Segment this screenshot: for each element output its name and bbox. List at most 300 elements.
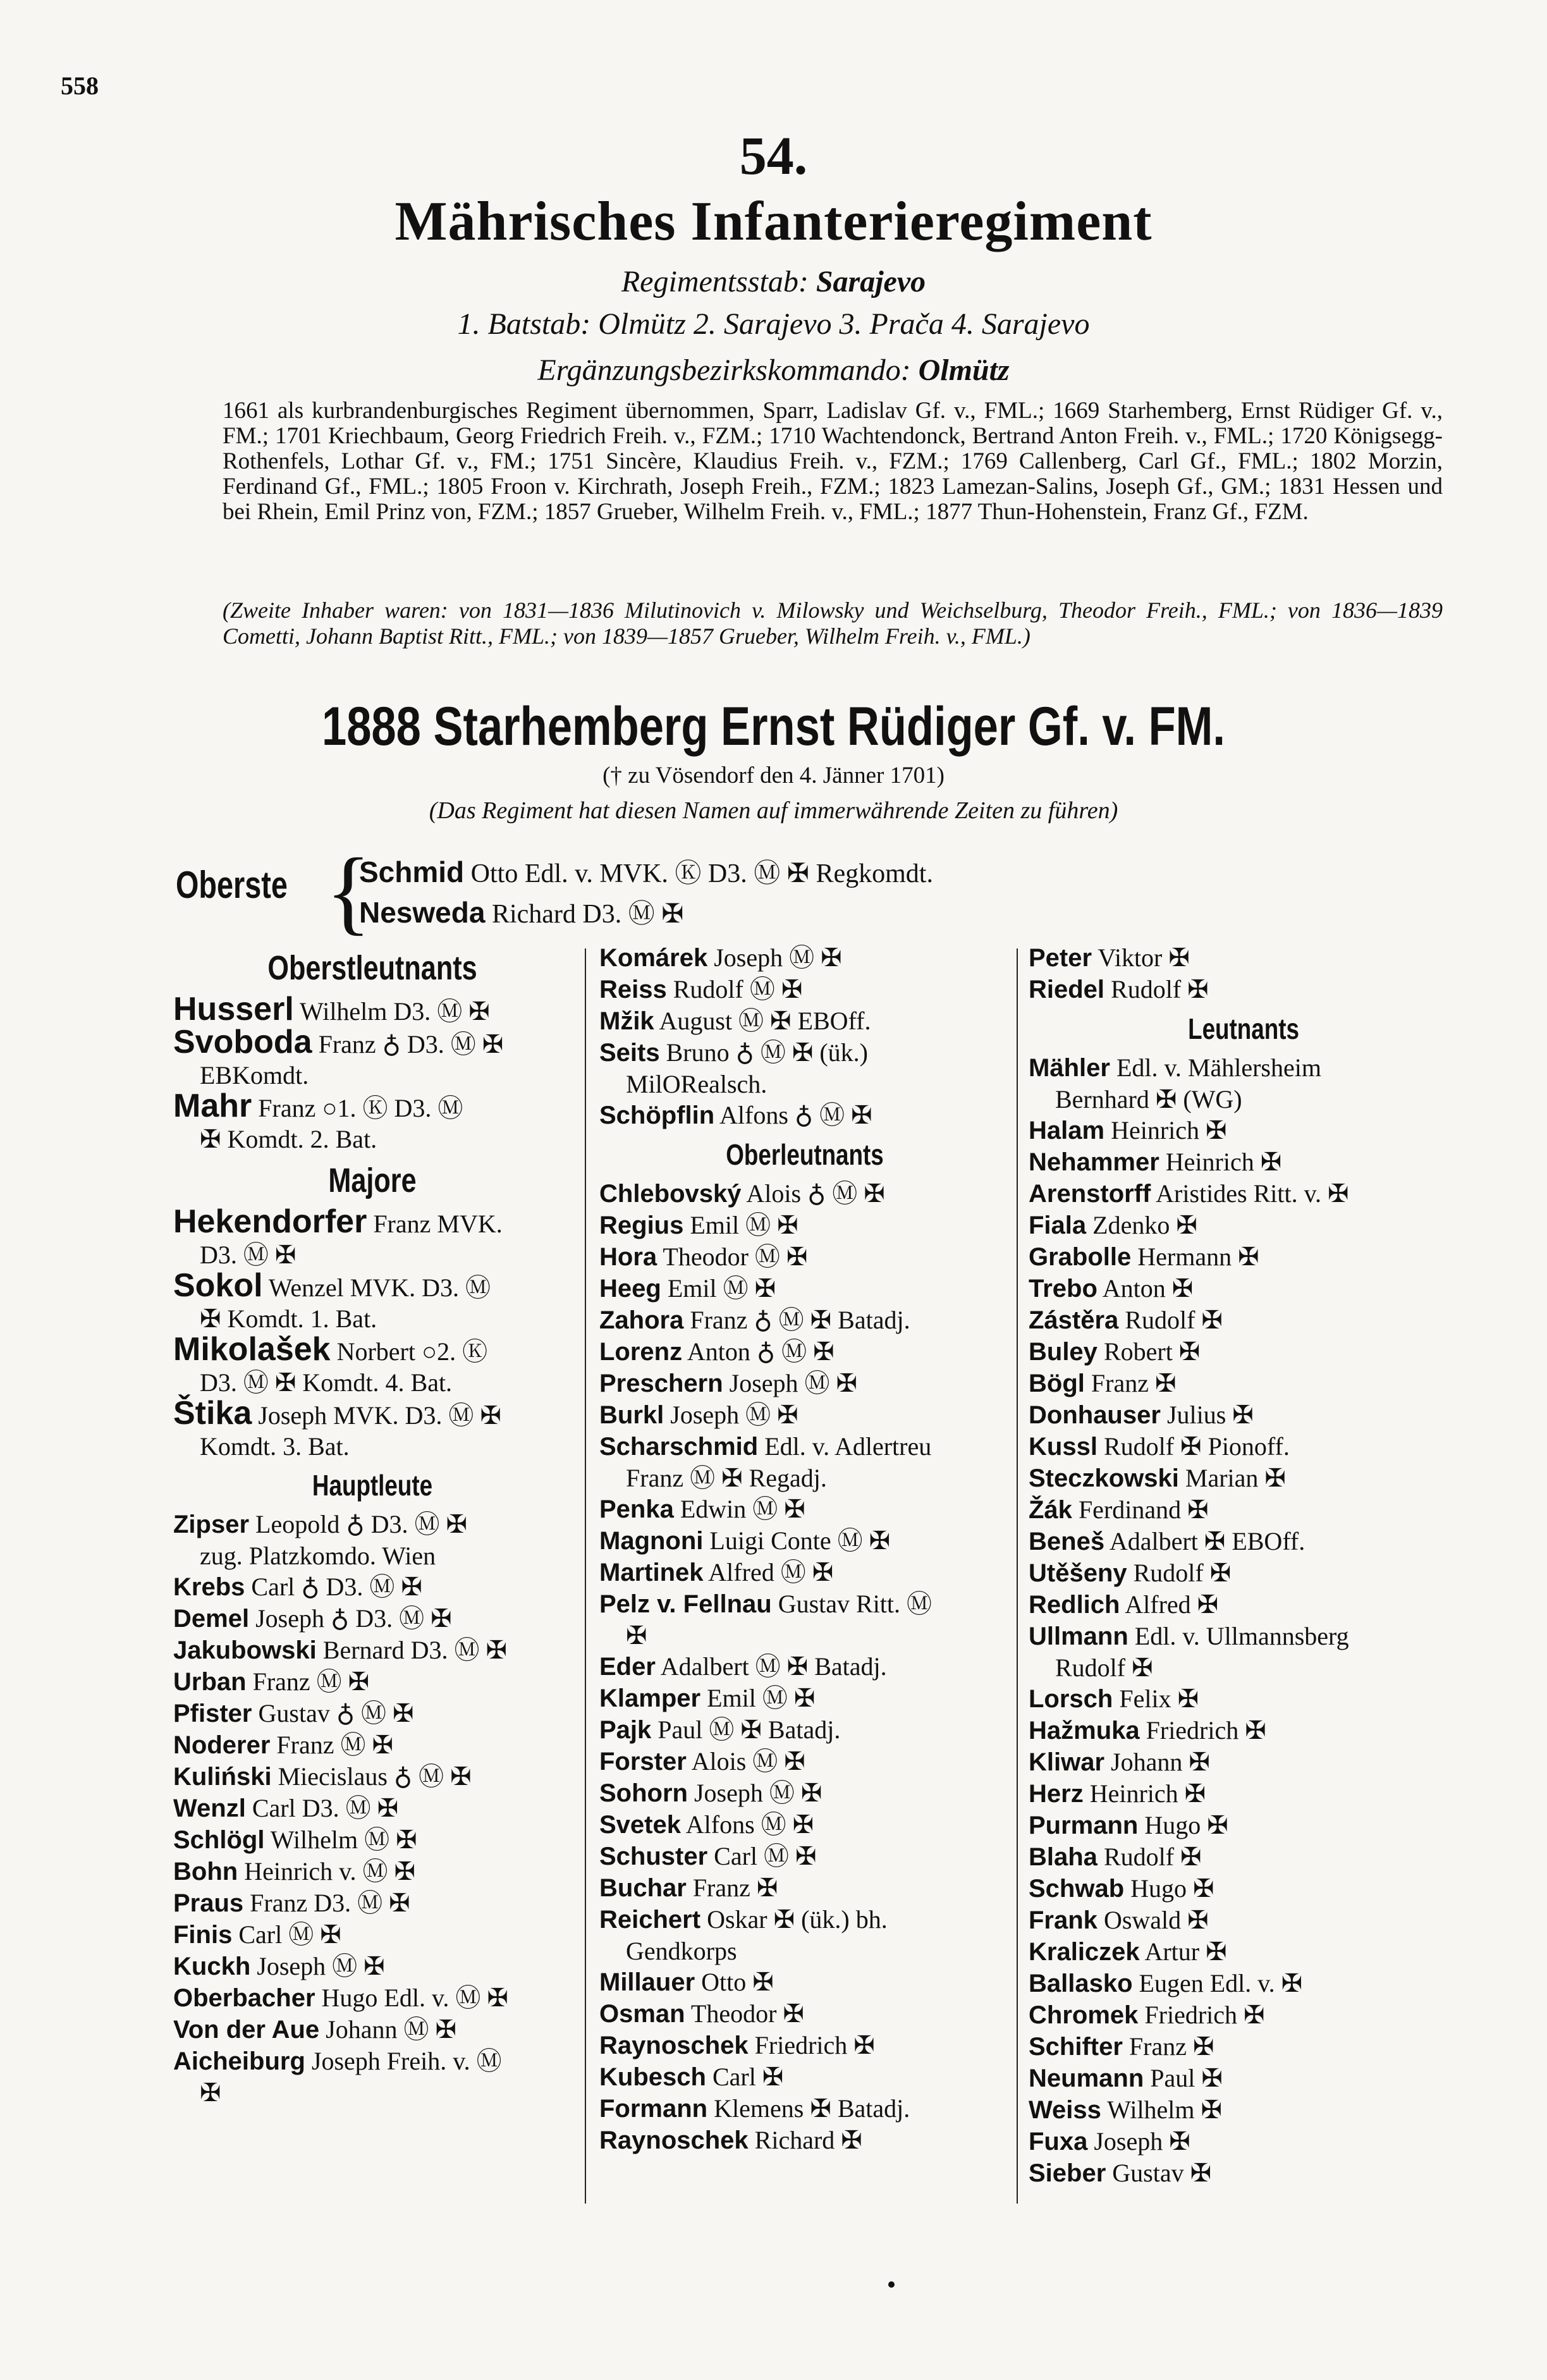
officer-entry [1029,1399,1458,1431]
officer-surname: Wenzl [173,1794,246,1822]
officer-surname: Mikolašek [173,1331,331,1368]
brace: { [326,839,371,944]
officer-surname: Finis [173,1921,233,1949]
officer-surname: Millauer [599,1968,695,1996]
officer-details: Edl. v. Mählersheim [1116,1053,1321,1082]
officer-details: Wilhelm D3. Ⓜ ✠ [300,997,490,1026]
patron-note: (Das Regiment hat diesen Namen auf immerwährende Zeiten zu führen) [429,797,1118,824]
officer-surname: Schwab [1029,1875,1125,1903]
officer-surname: Schifter [1029,2033,1123,2061]
officer-entry [1029,942,1458,974]
officer-entry [599,1683,1010,1714]
officer-entry [1029,1778,1458,1810]
officer-details: Bernard D3. Ⓜ ✠ [322,1636,507,1664]
officer-details: Edwin Ⓜ ✠ [680,1495,805,1523]
officer-surname: Pelz v. Fellnau [599,1590,772,1618]
patron-death: († zu Vösendorf den 4. Jänner 1701) [602,763,945,788]
officer-details: Franz D3. Ⓜ ✠ [250,1889,410,1917]
officer-details: Gustav ♁ Ⓜ ✠ [258,1699,414,1727]
officer-entry [1029,1304,1458,1336]
officer-details: Heinrich ✠ [1111,1116,1227,1144]
officer-entry [599,1494,1010,1525]
officer-entry [1029,1589,1458,1621]
officer-surname: Penka [599,1495,674,1523]
officer-details: Wenzel MVK. D3. Ⓜ [268,1273,491,1302]
officer-entry [1029,1621,1458,1652]
officer-surname: Blaha [1029,1843,1098,1871]
officer-entry [173,1729,572,1761]
officer-details: Joseph ✠ [1094,2127,1190,2156]
officer-entry [599,1368,1010,1399]
officer-entry [173,1635,572,1666]
oberst-name: Schmid [359,856,465,888]
officer-entry [599,1841,1010,1872]
officer-entry [173,1267,572,1304]
officer-details: Viktor ✠ [1098,943,1190,972]
officer-surname: Reichert [599,1906,701,1934]
officer-surname: Štika [173,1395,252,1432]
page-number: 558 [61,71,99,100]
officer-surname: Redlich [1029,1591,1120,1619]
officer-surname: Burkl [599,1401,664,1429]
officer-details: August Ⓜ ✠ EBOff. [659,1007,871,1035]
rank-heading: Majore [328,1162,417,1199]
officer-details: Anton ✠ [1102,1274,1194,1303]
officer-surname: Schlögl [173,1826,265,1854]
officer-entry [1029,1273,1458,1304]
officer-surname: Sieber [1029,2159,1106,2187]
officer-details: Aristides Ritt. v. ✠ [1156,1179,1349,1208]
officer-entry [599,1904,1010,1935]
officer-entry [1029,1557,1458,1589]
officer-details: Franz MVK. [373,1210,503,1238]
officer-details: Carl Ⓜ ✠ [714,1842,817,1870]
officer-details: Artur ✠ [1144,1937,1227,1966]
officer-entry [599,1037,1010,1069]
officer-surname: Frank [1029,1906,1098,1934]
oberst-name: Nesweda [359,896,486,929]
officer-entry [599,1304,1010,1336]
officer-details: Joseph Ⓜ ✠ [714,943,842,972]
officer-details: Joseph Ⓜ ✠ [694,1779,822,1807]
officer-entry [1029,1683,1458,1715]
officer-entry [173,1982,572,2014]
officer-surname: Halam [1029,1117,1105,1144]
erganzung-line [0,353,1547,388]
officer-details: Joseph Freih. v. Ⓜ [311,2047,502,2075]
rank-heading: Leutnants [1188,1012,1299,1045]
officer-details: Luigi Conte Ⓜ ✠ [709,1526,891,1555]
officer-surname: Ballasko [1029,1970,1133,1997]
officer-details: Franz ✠ [1128,2032,1214,2061]
oberste-heading: Oberste [176,864,288,906]
officer-surname: Arenstorff [1029,1180,1151,1208]
officer-entry [1029,1463,1458,1494]
officer-entry [1029,1241,1458,1273]
entry-continuation: ✠ Komdt. 2. Bat. [200,1125,377,1153]
regiment-history [223,398,1443,525]
officer-entry [1029,1968,1458,1999]
officer-surname: Kraliczek [1029,1938,1140,1966]
officer-surname: Kliwar [1029,1748,1105,1776]
regimentsstab-label: Regimentsstab: [621,265,809,298]
officer-entry [1029,1526,1458,1557]
erganzung-value: Olmütz [918,353,1010,387]
officer-details: Oswald ✠ [1103,1906,1209,1934]
officer-details: Hermann ✠ [1137,1242,1259,1271]
officer-surname: Beneš [1029,1528,1105,1555]
officer-entry [1029,2157,1458,2189]
officer-details: Oskar ✠ (ük.) bh. [707,1905,888,1934]
officer-surname: Mahr [173,1088,252,1124]
officer-entry [599,1872,1010,1904]
officer-entry [1029,974,1458,1005]
officer-surname: Pfister [173,1700,252,1727]
officer-details: Zdenko ✠ [1092,1211,1197,1239]
officer-surname: Žák [1029,1496,1072,1524]
officer-surname: Von der Aue [173,2016,320,2044]
officer-details: Friedrich ✠ [754,2031,875,2059]
officer-surname: Herz [1029,1780,1084,1808]
officer-entry [173,1666,572,1698]
officer-surname: Komárek [599,944,708,972]
officer-entry [1029,1115,1458,1146]
officer-details: Norbert ○2. Ⓚ [336,1337,488,1366]
officer-details: Alfons Ⓜ ✠ [685,1810,814,1839]
officer-surname: Raynoschek [599,2126,749,2154]
officer-surname: Aicheiburg [173,2047,305,2075]
officer-surname: Zahora [599,1306,684,1334]
officer-details: Alfred ✠ [1125,1590,1219,1619]
officer-surname: Magnoni [599,1527,704,1555]
officer-entry [599,1525,1010,1557]
officer-surname: Demel [173,1605,250,1633]
officer-entry [1029,1746,1458,1778]
officer-details: Adalbert Ⓜ ✠ Batadj. [660,1652,887,1681]
officer-details: Hugo Edl. v. Ⓜ ✠ [321,1984,508,2012]
officer-entry [599,2125,1010,2156]
officer-surname: Martinek [599,1559,704,1586]
officer-details: Carl D3. Ⓜ ✠ [252,1794,399,1822]
officer-details: Alois ♁ Ⓜ ✠ [746,1179,885,1208]
officer-entry [1029,1052,1458,1084]
officer-details: Alfred Ⓜ ✠ [708,1558,834,1586]
officer-details: Felix ✠ [1119,1684,1199,1713]
column-divider [585,948,586,2204]
officer-details: Heinrich ✠ [1165,1148,1282,1176]
officer-entry [173,1603,572,1635]
rank-heading: Hauptleute [312,1469,433,1502]
officer-surname: Schuster [599,1843,708,1870]
officer-details: Theodor Ⓜ ✠ [663,1242,808,1271]
officer-surname: Noderer [173,1731,271,1759]
officer-details: Emil Ⓜ ✠ [690,1211,798,1239]
officer-entry [173,1698,572,1729]
officer-details: Joseph ♁ D3. Ⓜ ✠ [255,1604,452,1633]
officer-details: Hugo ✠ [1130,1874,1214,1903]
officer-entry [173,1761,572,1793]
officer-details: Franz ○1. Ⓚ D3. Ⓜ [258,1094,463,1122]
officer-entry [1029,1715,1458,1746]
regimentsstab-line [0,264,1547,299]
rank-heading: Oberstleutnants [267,949,477,987]
officer-entry [599,942,1010,974]
officer-details: Emil Ⓜ ✠ [707,1684,816,1712]
entry-continuation: Bernhard ✠ (WG) [1055,1085,1242,1113]
officer-surname: Peter [1029,944,1092,972]
officer-surname: Hekendorfer [173,1203,367,1240]
officer-entry [173,1203,572,1240]
officer-entry [599,1005,1010,1037]
regimentsstab-value: Sarajevo [816,265,926,298]
officer-entry [1029,1146,1458,1178]
officer-entry [599,1651,1010,1683]
officer-details: Friedrich ✠ [1144,2001,1265,2029]
officer-surname: Pajk [599,1716,652,1744]
column-divider [1017,948,1018,2204]
officer-surname: Osman [599,2000,685,2028]
officer-entry [173,1824,572,1856]
officer-details: Carl Ⓜ ✠ [238,1920,341,1949]
rank-heading: Oberleutnants [726,1138,884,1171]
entry-continuation: Gendkorps [626,1937,737,1965]
officer-surname: Oberbacher [173,1984,315,2012]
entry-continuation: zug. Platzkomdo. Wien [200,1542,436,1570]
officer-entry [1029,1178,1458,1210]
column-1 [173,942,572,2108]
officer-surname: Klamper [599,1684,701,1712]
center-dot [888,2281,895,2288]
patron-name: 1888 Starhemberg Ernst Rüdiger Gf. v. FM. [321,696,1226,757]
officer-entry [173,1887,572,1919]
officer-surname: Scharschmid [599,1433,759,1461]
officer-surname: Preschern [599,1370,723,1397]
officer-details: Emil Ⓜ ✠ [667,1274,776,1303]
officer-entry [599,2093,1010,2125]
officer-entry [599,1998,1010,2030]
officer-entry [599,1273,1010,1304]
oberst-entry [359,893,683,931]
officer-surname: Regius [599,1211,684,1239]
officer-surname: Purmann [1029,1812,1139,1839]
oberst-entry [359,852,933,890]
officer-surname: Zipser [173,1511,250,1538]
officer-surname: Reiss [599,976,667,1003]
column-2 [599,942,1010,2156]
officer-details: Heinrich v. Ⓜ ✠ [244,1857,416,1886]
entry-continuation: Rudolf ✠ [1055,1653,1153,1682]
officer-entry [1029,1905,1458,1936]
officer-entry [1029,1494,1458,1526]
officer-entry [1029,1210,1458,1241]
officer-surname: Lorenz [599,1338,683,1366]
officer-surname: Schöpflin [599,1101,715,1129]
officer-details: Alois Ⓜ ✠ [691,1747,805,1776]
entry-continuation: D3. Ⓜ ✠ [200,1241,297,1269]
officer-surname: Svetek [599,1811,681,1839]
officer-details: Klemens ✠ Batadj. [714,2094,910,2123]
officer-entry [599,1210,1010,1241]
officer-details: Alfons ♁ Ⓜ ✠ [719,1101,872,1129]
officer-details: Rudolf ✠ Pionoff. [1103,1432,1290,1461]
officer-surname: Trebo [1029,1275,1098,1303]
officer-surname: Mähler [1029,1054,1110,1082]
officer-surname: Fuxa [1029,2128,1088,2156]
officer-surname: Sohorn [599,1779,688,1807]
officer-surname: Buley [1029,1338,1098,1366]
officer-details: Hugo ✠ [1144,1811,1228,1839]
officer-surname: Ullmann [1029,1622,1128,1650]
officer-entry [599,1178,1010,1210]
entry-continuation: MilORealsch. [626,1070,767,1098]
officer-details: Rudolf ✠ [1125,1306,1223,1334]
officer-entry [173,1951,572,1982]
officer-entry [1029,1936,1458,1968]
officer-details: Otto ✠ [701,1968,774,1996]
officer-details: Wilhelm ✠ [1107,2095,1223,2124]
officer-details: Franz Ⓜ ✠ [276,1731,393,1759]
officer-details: Leopold ♁ D3. Ⓜ ✠ [255,1510,467,1538]
officer-entry [599,1336,1010,1368]
officer-details: Julius ✠ [1166,1401,1254,1429]
officer-entry [599,1241,1010,1273]
officer-entry [1029,2063,1458,2094]
officer-surname: Donhauser [1029,1401,1161,1429]
officer-details: Rudolf ✠ [1103,1843,1202,1871]
officer-details: Edl. v. Ullmannsberg [1134,1622,1349,1650]
officer-surname: Forster [599,1748,687,1776]
officer-entry [173,1571,572,1603]
officer-details: Franz ♁ Ⓜ ✠ Batadj. [690,1306,910,1334]
officer-details: Marian ✠ [1185,1464,1286,1492]
officer-surname: Formann [599,2095,708,2123]
officer-details: Gustav ✠ [1112,2159,1212,2187]
officer-entry [599,1966,1010,1998]
entry-continuation: EBKomdt. [200,1061,309,1089]
officer-surname: Svoboda [173,1024,312,1060]
officer-surname: Lorsch [1029,1685,1113,1713]
officer-entry [599,974,1010,1005]
officer-details: Miecislaus ♁ Ⓜ ✠ [278,1762,472,1791]
officer-entry [599,1777,1010,1809]
officer-entry [1029,1873,1458,1905]
officer-details: Rudolf Ⓜ ✠ [673,975,803,1003]
officer-surname: Steczkowski [1029,1464,1179,1492]
officer-surname: Weiss [1029,2096,1101,2124]
officer-details: Wilhelm Ⓜ ✠ [270,1825,417,1854]
officer-details: Franz ✠ [1091,1369,1177,1397]
entry-continuation: ✠ [626,1621,647,1650]
officer-entry [599,1746,1010,1777]
officer-details: Bruno ♁ Ⓜ ✠ (ük.) [666,1038,869,1067]
regiment-title: Mährisches Infanterieregiment [394,191,1153,252]
officer-entry [1029,2126,1458,2157]
officer-surname: Kuckh [173,1953,251,1980]
officer-details: Johann ✠ [1111,1748,1210,1776]
officer-surname: Kuliński [173,1763,272,1791]
officer-surname: Zástěra [1029,1306,1119,1334]
officer-surname: Raynoschek [599,2032,749,2059]
officer-details: Rudolf ✠ [1111,975,1209,1003]
officer-entry [599,1714,1010,1746]
officer-details: Richard ✠ [754,2126,862,2154]
officer-details: Friedrich ✠ [1146,1716,1266,1745]
officer-entry [173,1395,572,1432]
entry-continuation: ✠ Komdt. 1. Bat. [200,1304,377,1333]
entry-continuation: D3. Ⓜ ✠ Komdt. 4. Bat. [200,1368,453,1397]
officer-details: Joseph Ⓜ ✠ [670,1401,798,1429]
officer-surname: Utěšeny [1029,1559,1127,1587]
entry-continuation: Franz Ⓜ ✠ Regadj. [626,1464,827,1492]
officer-surname: Heeg [599,1275,661,1303]
history-text: 1661 als kurbrandenburgisches Regiment übernommen, Sparr, Ladislav Gf. v., FML.; 1669 Starhemberg, Ernst Rüdiger Gf. v., FM.; 1701 Kriechbaum, Georg Friedrich Freih. v., FZM.; 1710 Wachtendonck, Bertrand Anton Freih. v., FML.; 1720 Königsegg-Rothenfels, Lothar Gf. v., FM.; 1751 Sincère, Klaudius Freih. v., FZM.; 1769 Callenberg, Carl Gf., FML.; 1802 Morzin, Ferdinand Gf., FML.; 1805 Froon v. Kirchrath, Joseph Freih., FZM.; 1823 Lamezan-Salins, Joseph Gf., GM.; 1831 Hessen und bei Rhein, Emil Prinz von, FZM.; 1857 Grueber, Wilhelm Freih. v., FML.; 1877 Thun-Hohenstein, Franz Gf., FZM. [223,398,1443,525]
officer-surname: Fiala [1029,1211,1087,1239]
officer-entry [599,1588,1010,1620]
officer-entry [173,2046,572,2077]
officer-entry [173,1509,572,1540]
officer-surname: Riedel [1029,976,1105,1003]
officer-entry [173,1919,572,1951]
officer-entry [599,2030,1010,2061]
officer-surname: Krebs [173,1573,245,1601]
officer-details: Johann Ⓜ ✠ [326,2015,456,2044]
officer-entry [1029,1810,1458,1841]
officer-details: Theodor ✠ [690,1999,804,2028]
officer-details: Rudolf ✠ [1133,1559,1232,1587]
officer-entry [173,1793,572,1824]
oberst-details: Richard D3. Ⓜ ✠ [491,900,684,929]
officer-entry [599,1399,1010,1431]
officer-entry [599,1809,1010,1841]
officer-surname: Kussl [1029,1433,1098,1461]
officer-details: Paul Ⓜ ✠ Batadj. [657,1715,841,1744]
officer-surname: Sokol [173,1267,263,1304]
officer-surname: Praus [173,1889,244,1917]
officer-details: Joseph MVK. D3. Ⓜ ✠ [258,1401,501,1430]
officer-details: Edl. v. Adlertreu [764,1432,932,1461]
officer-entry [599,1431,1010,1463]
officer-entry [1029,1336,1458,1368]
officer-entry [173,991,572,1027]
officer-surname: Kubesch [599,2063,706,2091]
officer-details: Adalbert ✠ EBOff. [1109,1527,1305,1555]
officer-entry [1029,1999,1458,2031]
erganzung-label: Ergänzungsbezirkskommando: [537,353,911,387]
officer-surname: Urban [173,1668,247,1696]
officer-details: Joseph Ⓜ ✠ [257,1952,385,1980]
officer-entry [599,1557,1010,1588]
officer-surname: Mžik [599,1007,654,1035]
officer-surname: Hažmuka [1029,1717,1140,1745]
officer-details: Ferdinand ✠ [1078,1495,1209,1524]
officer-entry [1029,1368,1458,1399]
officer-details: Paul ✠ [1150,2064,1223,2092]
officer-details: Franz ♁ D3. Ⓜ ✠ [318,1030,504,1058]
officer-surname: Neumann [1029,2064,1144,2092]
officer-surname: Bohn [173,1858,238,1886]
oberst-details: Otto Edl. v. MVK. Ⓚ D3. Ⓜ ✠ Regkomdt. [470,859,933,888]
officer-details: Carl ✠ [712,2063,784,2091]
column-3 [1029,942,1458,2189]
officer-details: Franz Ⓜ ✠ [252,1667,370,1696]
officer-entry [1029,2094,1458,2126]
officer-entry [173,1331,572,1368]
officer-entry [173,1088,572,1124]
officer-entry [1029,1841,1458,1873]
officer-surname: Grabolle [1029,1243,1132,1271]
officer-entry [173,1024,572,1060]
officer-surname: Jakubowski [173,1636,317,1664]
